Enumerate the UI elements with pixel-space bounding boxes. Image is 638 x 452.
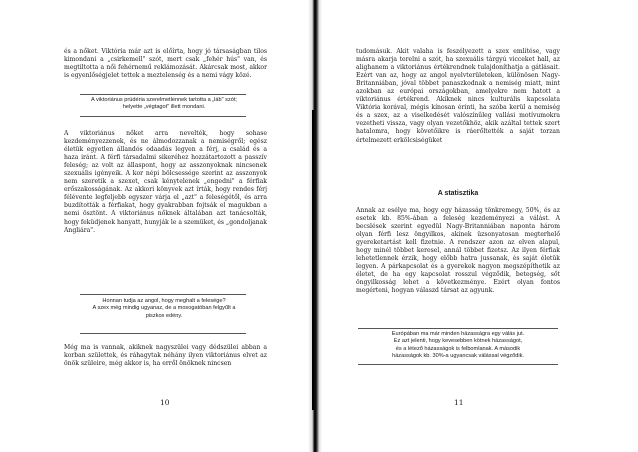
paragraph-middle: A viktoriánus nőket arra nevelték, hogy sohase kezdeményezzenek, és ne álmodozzanak a nemiségről; egész életük egyetlen állandós odaadás legyen a férj, a család és a haza iránt. A férfi társadalmi sikeréhez hozzátartozott a passzív feleség; az volt az állaspont, hogy az asszonyoknak nincsenek szexuális igényeik. A kor népi bölcsessége szerint az asszonyok nem szeretik a szexet, csak kénytelenek „engedni" a férfiak erőszakosságának. Az akkori könyvek azt írták, hogy rendes férj félévente legfeljebb egyszer várja el „azt" a feleségétől, és arra buzdították a férfiakat, hogy gyakrabban fojtsák el magukban a nemi ösztönt. A viktoriánus nőknek általában azt tanácsolták, hogy feküdjenek hanyatt, hunyják le a szemüket, és „gondoljanak Angliára". — [64, 130, 267, 234]
quote-rule-bottom — [80, 333, 246, 334]
paragraph-bottom: Még ma is vannak, akiknek nagyszülei vagy dédszülei abban a korban születtek, és ráhagytak néhány ilyen viktoriánus elvet az önök szüleire, még akkor is, ha erről önöknek nincsen — [64, 344, 267, 368]
quote-rule-bottom — [358, 364, 558, 365]
section-heading: A statisztika — [437, 190, 479, 197]
paragraph-top: és a nőket. Viktória már azt is előírta, hogy jó társaságban tilos kimondani a „csirkemell" szót, mert csak „fehér hús" van, és megtiltotta a női fehérnemű reklámozását. Akárcsak most, akkor is egyenlőségjelet tettek a meztelenség és a nemi vágy közé. — [64, 48, 267, 80]
quote-divorce-stats: Európában ma már minden házasságra egy válás jut. Ez azt jelenti, hogy kevesebben kötnek házasságot, és a létező házasságok is felbomlanak. A második házasságok kb. 30%-a ugyancsak válással végződik. — [391, 331, 525, 360]
paragraph-top: tudomásuk. Akit valaha is feszélyezett a szex említése, vagy másra akarja terelni a szót, ha szexuális tárgyú vicceket hall, az alighanem a viktoriánus értékrendnek tulajdoníthatja a gátlásait. Ezért van az, hogy az angol nyelvterületeken, különösen Nagy-Britanniában, jóval többet panaszkodnak a nemiség miatt, mint azokban az európai országokban, amelyekre nem hatott a viktoriánus értékrend. Akiknek nincs kulturális kapcsolata Viktória korával, mégis kínosan érinti, ha szóba kerül a nemiség és a szex, az a viselkedését valószínűleg vallási motívumokra vezetheti vissza, vagy olyan vezetőkhöz, akik azáltal tettek szert hatalomra, hogy követőikre is ráerőltették a saját torzan értelmezett erkölcsiségüket — [356, 48, 560, 144]
quote-rule-bottom — [80, 116, 246, 117]
right-page — [318, 0, 638, 452]
quote-english-joke: Honnan tudja az angol, hogy meghalt a felesége? A szex még mindig ugyanaz, de a mosogatóban felgyűlt a piszkos edény. — [92, 298, 236, 319]
page-number: 10 — [160, 398, 170, 407]
quote-rule-top — [80, 294, 246, 295]
page-number: 11 — [454, 398, 464, 407]
paragraph-statistics: Annak az esélye ma, hogy egy házasság tönkremegy, 50%, és az esetek kb. 85%-ában a feleség kezdeményezi a válást. A becslések szerint egyedül Nagy-Britanniában naponta három olyan férfi lesz öngyilkos, akinek üzsonyatosan megterhelő gyereketartást kell fizetnie. A rendszer azon az elven alapul, hogy minél többet keresel, annál többet fizetsz. Az ilyen férfiak lehetetlennek érzik, hogy előbb hatra jussanak, és saját életük legyen. A párkapcsolat és a gyerekek nagyon megszépíthetik az életet, de ha egy kapcsolat rosszul végződik, betegség, sőt öngyilkosság lehet a következménye. Ezért olyan fontos megérteni, hogyan válaszd társat az agyunk. — [356, 207, 560, 295]
quote-rule-top — [80, 94, 246, 95]
quote-rule-top — [358, 328, 558, 329]
left-page — [0, 0, 318, 452]
quote-victorian-leg: A viktoriánus prüdéria szerelmetlennek tartotta a „láb" szót; helyette „végtagot" illett mondani. — [91, 97, 237, 111]
